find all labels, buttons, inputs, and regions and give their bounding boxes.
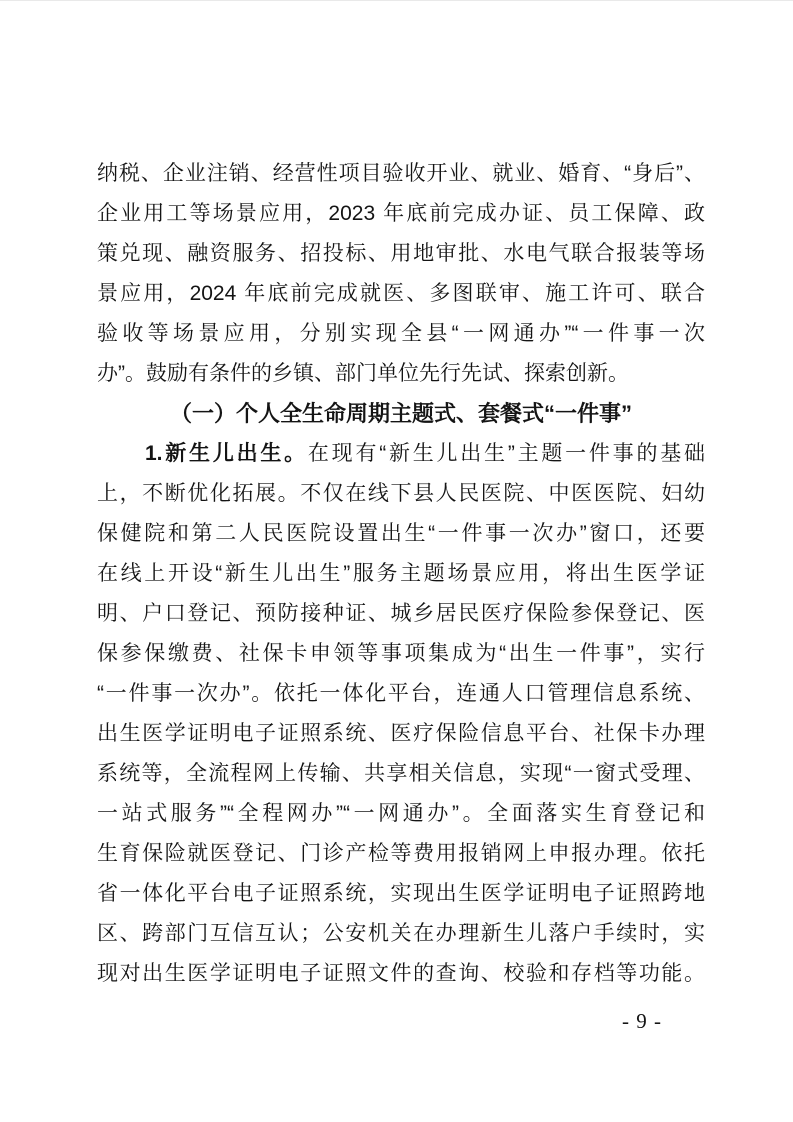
- text-line: [97, 274, 705, 314]
- text-line: [97, 794, 705, 834]
- text-line: [97, 514, 705, 554]
- page-number: - 9 -: [622, 1009, 662, 1033]
- text-run: 办”。鼓励有条件的乡镇、部门单位先行先试、探索创新。: [97, 362, 629, 385]
- bold-text-run: （一）个人全生命周期主题式、套餐式“一件事”: [169, 401, 632, 426]
- text-line: [97, 354, 705, 394]
- text-run: 出生医学证明电子证照系统、医疗保险信息平台、社保卡办理: [97, 722, 705, 745]
- text-run: 明、户口登记、预防接种证、城乡居民医疗保险参保登记、医: [97, 602, 705, 625]
- text-run: “一件事一次办”。依托一体化平台，连通人口管理信息系统、: [97, 682, 705, 705]
- text-line: [97, 234, 705, 274]
- text-line: [97, 874, 705, 914]
- text-run: 景应用，2024 年底前完成就医、多图联审、施工许可、联合: [97, 282, 705, 305]
- text-run: 企业用工等场景应用，2023 年底前完成办证、员工保障、政: [97, 202, 705, 225]
- text-run: 生育保险就医登记、门诊产检等费用报销网上申报办理。依托: [97, 842, 705, 865]
- text-run: 现对出生医学证明电子证照文件的查询、校验和存档等功能。: [97, 962, 705, 985]
- text-run: 省一体化平台电子证照系统，实现出生医学证明电子证照跨地: [97, 882, 705, 905]
- text-run: 系统等，全流程网上传输、共享相关信息，实现“一窗式受理、: [97, 762, 705, 785]
- text-run: 在现有“新生儿出生”主题一件事的基础: [307, 442, 705, 465]
- text-line: [97, 754, 705, 794]
- text-line: [97, 714, 705, 754]
- text-run: 验收等场景应用，分别实现全县“一网通办”“一件事一次: [97, 322, 705, 345]
- text-line: [97, 474, 705, 514]
- text-run: 保参保缴费、社保卡申领等事项集成为“出生一件事”，实行: [97, 642, 705, 665]
- text-run: 在线上开设“新生儿出生”服务主题场景应用，将出生医学证: [97, 562, 705, 585]
- text-line: [97, 554, 705, 594]
- text-line: [97, 434, 705, 474]
- text-run: 策兑现、融资服务、招投标、用地审批、水电气联合报装等场: [97, 242, 705, 265]
- text-line: [97, 954, 705, 994]
- document-body: [97, 154, 705, 994]
- text-line: [97, 834, 705, 874]
- text-line: [97, 314, 705, 354]
- text-run: 纳税、企业注销、经营性项目验收开业、就业、婚育、“身后”、: [97, 162, 705, 185]
- bold-text-run: 1.新生儿出生。: [145, 442, 308, 465]
- text-line: [97, 194, 705, 234]
- text-run: 一站式服务”“全程网办”“一网通办”。全面落实生育登记和: [97, 802, 705, 825]
- text-line: [97, 154, 705, 194]
- text-line: [97, 914, 705, 954]
- text-run: 保健院和第二人民医院设置出生“一件事一次办”窗口，还要: [97, 522, 705, 545]
- section-heading: [97, 394, 705, 434]
- text-line: [97, 674, 705, 714]
- text-line: [97, 634, 705, 674]
- text-run: 区、跨部门互信互认；公安机关在办理新生儿落户手续时，实: [97, 922, 705, 945]
- text-line: [97, 594, 705, 634]
- text-run: 上，不断优化拓展。不仅在线下县人民医院、中医医院、妇幼: [97, 482, 705, 505]
